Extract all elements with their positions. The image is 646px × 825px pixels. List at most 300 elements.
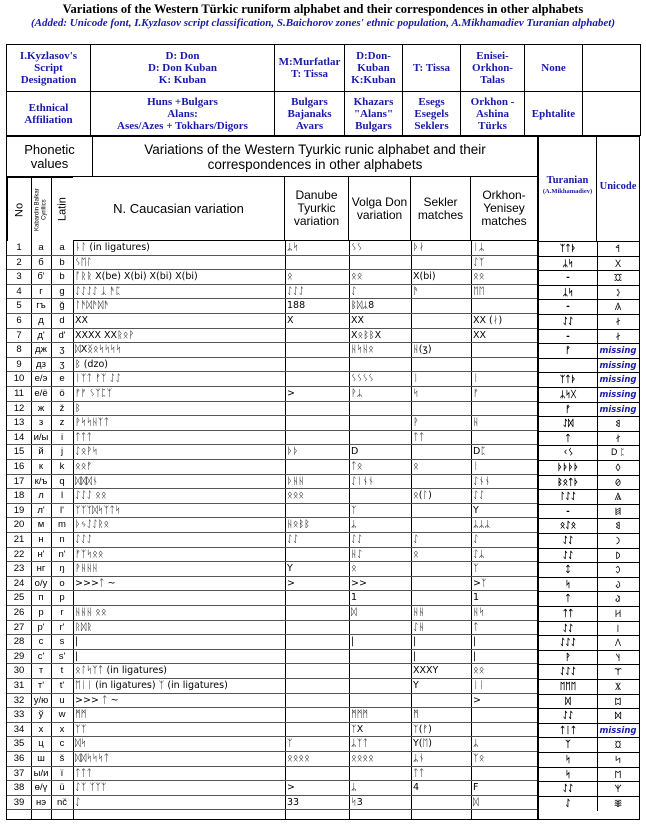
cell-unicode: 𐲗	[614, 477, 622, 488]
cell-cyr: и/ы	[33, 431, 49, 443]
designation-none: None	[525, 45, 583, 92]
cell-vo: ᛋ3	[351, 796, 363, 808]
cell-unicode: 𐲚	[615, 550, 621, 561]
cell-da	[287, 767, 347, 781]
cell-se: |	[413, 636, 417, 648]
ethnic-esegs: Esegs Esegels Seklers	[403, 92, 461, 136]
cell-nc: ᛇᛇᛇᛇ ᛣ ᚫᛈ	[75, 285, 121, 297]
cell-cyr: п	[38, 592, 44, 604]
table-row	[7, 548, 537, 563]
cell-unicode: 𐲯	[614, 506, 622, 517]
cell-cyr: б'	[37, 271, 45, 283]
cell-da	[287, 723, 347, 737]
cell-da	[287, 343, 347, 357]
cell-nc: XX	[75, 315, 89, 326]
col-no-header: No	[7, 177, 31, 241]
cell-unicode: 𐲋	[615, 287, 621, 298]
cell-no: 13	[13, 417, 25, 429]
cell-turanian: ᛇᛇᛇ	[539, 636, 598, 650]
cell-lat: ğ	[59, 300, 65, 312]
cell-da: X	[287, 315, 294, 326]
cell-unicode: missing	[599, 390, 637, 400]
cell-unicode: missing	[599, 346, 637, 357]
cell-nc: ᛒ (dzo)	[75, 358, 108, 370]
designation-tissa: T: Tissa	[403, 45, 461, 92]
side-row	[539, 329, 639, 344]
cell-lat: š	[59, 753, 65, 764]
cell-lat: e	[59, 373, 65, 385]
cell-da	[287, 372, 347, 386]
cell-no: 37	[13, 767, 25, 779]
cell-vo: XᛟᛒᛒX	[351, 329, 382, 341]
cell-nc: ᛇᛇᛇ ᛟᛟ	[75, 490, 107, 502]
cell-or: |	[473, 636, 477, 648]
cell-turanian: ᛏᛏ	[539, 607, 598, 621]
cell-da	[287, 635, 347, 649]
cell-turanian: -	[539, 505, 598, 519]
cell-cyr: л	[38, 490, 44, 502]
cell-lat: m	[58, 519, 66, 531]
cell-vo: ᛉX	[351, 723, 364, 735]
cell-no: 32	[13, 694, 25, 706]
cell-vo	[351, 767, 409, 781]
cell-da: >	[287, 782, 295, 794]
cell-vo	[351, 256, 409, 270]
cell-lat: g	[59, 285, 65, 297]
table-row	[7, 314, 537, 329]
cell-turanian: ᛣᛋ	[539, 286, 598, 300]
cell-da	[287, 708, 347, 722]
table-row	[7, 650, 537, 665]
cell-se	[413, 694, 469, 708]
col-volga-header: Volga Don variation	[349, 177, 411, 241]
cell-no: 17	[13, 475, 25, 487]
cell-se: ᛟ	[413, 548, 419, 560]
cell-vo: |	[351, 636, 355, 648]
table-row	[7, 504, 537, 519]
cell-turanian: ᚲᛊ	[539, 446, 598, 460]
cell-or: >ᛉ	[473, 577, 487, 589]
cell-lat: ʒ	[59, 344, 65, 356]
cell-da: >	[287, 388, 295, 399]
cell-or: ᛟᛟ	[473, 665, 485, 677]
table-row	[7, 694, 537, 709]
designation-murfatlar: M:Murfatlar T: Tissa	[275, 45, 345, 92]
cell-lat: l	[60, 490, 64, 502]
cell-cyr: е/э	[34, 373, 48, 385]
cell-turanian: ᛟᛇᛟ	[539, 519, 598, 533]
table-row	[7, 621, 537, 636]
phonetic-values-header: Phonetic values	[7, 137, 93, 177]
cell-turanian: ᛉᛏᚦ	[539, 242, 598, 256]
table-row	[7, 533, 537, 548]
cell-vo: ᛊᛊ	[351, 242, 363, 253]
cell-se	[413, 358, 469, 372]
table-row	[7, 796, 537, 811]
table-row	[7, 372, 537, 387]
cell-unicode: 𐲐	[615, 433, 621, 444]
cell-lat: b	[59, 271, 65, 283]
cell-da	[287, 329, 347, 343]
col-nc-header: N. Caucasian variation	[73, 177, 285, 241]
cell-no: 27	[13, 621, 25, 633]
cell-no: 9	[16, 358, 22, 370]
cell-nc: ᛁᛉᛏ ᚠᛉ ᛇᛇ	[75, 373, 121, 385]
side-row	[539, 299, 639, 314]
cell-unicode: 𐲖	[614, 492, 622, 503]
cell-or: XX	[473, 329, 487, 341]
cell-vo: >>	[351, 577, 367, 589]
designation-don-kuban: D:Don-Kuban K:Kuban	[345, 45, 403, 92]
table-row	[7, 460, 537, 475]
cell-nc: >>>ᛏ ~	[75, 577, 116, 589]
cell-vo: 1	[351, 592, 358, 604]
cell-da: Y	[287, 563, 293, 575]
cell-vo	[351, 489, 409, 503]
cell-or: ᛁᛁ	[473, 680, 485, 691]
cell-se: ᚦᛅ	[413, 242, 425, 253]
cell-cyr: ш	[37, 753, 45, 764]
cell-se: X(bi)	[413, 271, 436, 283]
cell-unicode: missing	[599, 360, 637, 371]
cell-vo	[351, 402, 409, 416]
cell-or: ᛞ	[473, 796, 479, 808]
table-row	[7, 591, 537, 606]
cell-da	[287, 460, 347, 474]
cell-unicode: 𐲢	[614, 609, 622, 619]
table-row	[7, 416, 537, 431]
cell-no: 29	[13, 650, 25, 662]
cell-unicode: 𐲥	[616, 623, 620, 634]
cell-unicode: 𐲇	[615, 331, 621, 342]
cell-or	[473, 723, 535, 737]
cell-lat: d'	[58, 329, 66, 341]
cell-se: ᚺ(ʒ)	[413, 344, 432, 356]
cell-unicode: 𐲃	[613, 273, 623, 284]
cell-no: 31	[13, 680, 25, 691]
cell-cyr: р	[38, 607, 44, 618]
cell-or	[473, 299, 535, 313]
cell-lat: x	[59, 723, 65, 735]
ethnic-empty	[583, 92, 641, 136]
cell-or: |	[473, 650, 477, 662]
side-row	[539, 504, 639, 519]
side-row	[539, 621, 639, 636]
cell-se: ᛗ	[413, 709, 419, 721]
cell-no: 8	[16, 344, 22, 356]
cell-da: ᛟᛟᛟ	[287, 490, 305, 502]
cell-unicode: 𐲀	[615, 244, 621, 254]
cell-se: ᚫ	[413, 285, 419, 297]
cell-lat: t'	[59, 680, 65, 691]
cell-da: ᚦᚦ	[287, 446, 299, 458]
page-subtitle: (Added: Unicode font, I.Kyzlasov script classification, S.Baichorov zones' ethnic population, A.Mikhamadiev Turanian alphabet)	[30, 17, 616, 29]
side-row	[539, 767, 639, 782]
cell-turanian: ᛇᛇ	[539, 315, 598, 329]
cell-cyr: т	[38, 665, 44, 677]
cell-or: ᛦ	[473, 738, 479, 750]
cell-se	[413, 256, 469, 270]
side-row	[539, 562, 639, 577]
ethnic-ephtalite: Ephtalite	[525, 92, 583, 136]
cell-unicode: 𐲬	[614, 740, 622, 751]
cell-da	[287, 664, 347, 678]
cell-no: 18	[13, 490, 25, 502]
cell-no: 20	[13, 519, 25, 531]
designation-don: D: Don D: Don Kuban K: Kuban	[91, 45, 275, 92]
cell-se	[413, 299, 469, 313]
cell-or: ᛇᚾᚾ	[473, 475, 491, 487]
cell-vo: ᛦᛉᛏ	[351, 738, 369, 750]
cell-lat: d	[59, 315, 65, 326]
cell-cyr: м	[37, 519, 45, 531]
cell-cyr: г	[39, 285, 43, 297]
cell-or	[473, 402, 535, 416]
table-row	[7, 664, 537, 679]
cell-no: 34	[13, 723, 25, 735]
cell-nc: ᛉᛉᛉᛞᛋᛉᛏᛋ	[75, 504, 121, 516]
cell-vo	[351, 416, 409, 430]
cell-or: Y	[473, 504, 479, 516]
cell-turanian: ᛇᛞ	[539, 417, 598, 431]
cell-lat: z	[59, 417, 65, 429]
cell-se	[413, 314, 469, 328]
cell-cyr: к/ъ	[34, 475, 48, 487]
cell-cyr: л'	[37, 504, 45, 516]
cell-se: ᛁ	[413, 373, 419, 385]
side-row	[539, 475, 639, 490]
cell-unicode: 𐲧	[614, 667, 622, 678]
cell-vo: ᛦ	[351, 519, 357, 531]
cell-turanian: ᛖᛖᛖ	[539, 680, 598, 694]
cell-vo: ᛔᛞᛦ8	[351, 300, 375, 312]
cell-nc: ᚠᛉᛋᛟᛟ	[75, 548, 104, 560]
cell-or: ᛇᛦ	[473, 548, 485, 560]
cell-vo: ᛇᛁᚾᚾ	[351, 475, 374, 487]
table-row	[7, 402, 537, 417]
cell-unicode: 𐲘	[615, 419, 621, 430]
table-row	[7, 489, 537, 504]
side-row	[539, 679, 639, 694]
cell-se	[413, 591, 469, 605]
cell-vo: ᛟ	[351, 563, 357, 575]
cell-vo: D	[351, 446, 359, 458]
cell-no: 6	[16, 315, 22, 326]
cell-lat: r	[60, 607, 64, 618]
cell-turanian: ᛉᛏᚦ	[539, 373, 598, 387]
table-row	[7, 781, 537, 796]
cell-turanian: ᛇᛇ	[539, 782, 598, 796]
cell-vo	[351, 431, 409, 445]
cell-or: ᛏ	[473, 621, 479, 633]
cell-no: 3	[16, 271, 22, 283]
cell-cyr: н'	[37, 548, 45, 560]
col-orkhon-header: Orkhon-Yenisey matches	[471, 177, 537, 241]
cell-no: 5	[16, 300, 22, 312]
cell-vo: ᚺᛇ	[351, 548, 363, 560]
cell-se	[413, 518, 469, 532]
cell-no: 4	[16, 285, 22, 297]
side-row	[539, 285, 639, 300]
turanian-label: Turanian	[546, 175, 589, 186]
big-header: Variations of the Western Tyurkic runic alphabet and their correspondences in other alphabets	[93, 137, 537, 177]
cell-cyr: д	[38, 315, 44, 326]
cell-no: 36	[13, 753, 25, 764]
designation-empty	[583, 45, 641, 92]
cell-nc: ᚿᛚ (in ligatures)	[75, 242, 150, 253]
cell-lat: u	[59, 694, 65, 706]
cell-da	[287, 416, 347, 430]
cell-turanian: ᛉ	[539, 738, 598, 752]
cell-or: ᛇᛉ	[473, 256, 485, 268]
runic-table	[6, 136, 538, 820]
side-row	[539, 591, 639, 606]
cell-unicode: 𐲨	[615, 682, 621, 692]
side-row	[539, 343, 639, 358]
cell-vo: ᛗᛗᛗ	[351, 709, 369, 721]
cell-vo: ᛏᛟ	[351, 461, 363, 472]
cell-cyr: н	[38, 534, 44, 545]
col-latin-header: Latin	[51, 177, 73, 241]
side-row	[539, 548, 639, 563]
cell-nc: ᛖᛁᛁ (in ligatures) ᛉ (in ligatures)	[75, 680, 228, 691]
cell-nc: ᚹᚺᚺᚺ	[75, 563, 98, 575]
cell-cyr: нэ	[35, 796, 47, 808]
cell-or: ᚺ	[473, 417, 479, 429]
table-row	[7, 270, 537, 285]
cell-se: ᚺᚺ	[413, 607, 425, 618]
cell-or	[473, 358, 535, 372]
cell-cyr: х	[38, 723, 44, 735]
cell-turanian: ᛋ	[539, 768, 598, 782]
cell-turanian: ᚠ	[539, 403, 598, 417]
cell-turanian: ᛇᛇ	[539, 534, 598, 548]
ethnic-bulgars: Bulgars Bajanaks Avars	[275, 92, 345, 136]
cell-vo: ᛟᛟᛟᛟ	[351, 753, 374, 764]
cell-nc: ᛟᛚᛋᛉᛏ (in ligatures)	[75, 665, 167, 677]
cell-cyr: з	[38, 417, 44, 429]
cell-unicode: 𐲮	[614, 769, 622, 780]
cell-no: 35	[13, 738, 25, 750]
cell-unicode: 𐲓	[615, 463, 621, 473]
cell-no: 11	[14, 388, 24, 399]
cell-turanian: ᛇᛇ	[539, 709, 598, 723]
side-row	[539, 270, 639, 285]
table-row	[7, 723, 537, 738]
cell-da	[287, 621, 347, 635]
cell-turanian: -	[539, 330, 598, 344]
cell-nc: ᛗᛗ	[75, 709, 87, 721]
cell-or	[473, 767, 535, 781]
cell-cyr: с	[38, 636, 44, 648]
cell-vo: ᛞ	[351, 607, 357, 618]
col-danube-header: Danube Tyurkic variation	[285, 177, 349, 241]
cell-nc: ᛏᛏᛏ	[75, 431, 93, 443]
side-row	[539, 241, 639, 256]
cell-se: ᛦᚾ	[413, 753, 425, 764]
cell-unicode: 𐲛	[615, 565, 621, 576]
side-row	[539, 737, 639, 752]
designation-enisei: Enisei-Orkhon-Talas	[461, 45, 525, 92]
side-table	[538, 136, 640, 820]
cell-da	[287, 431, 347, 445]
cell-cyr: р'	[37, 621, 45, 633]
cell-no: 22	[13, 548, 25, 560]
cell-nc: ᚪᚱᚱ X(be) X(bi) X(bi) X(bi)	[75, 271, 198, 283]
side-row	[539, 723, 639, 738]
cell-cyr: б	[38, 256, 44, 268]
cell-unicode: 𐲍	[614, 302, 622, 313]
cell-nc: ᛞXᛝᛟᛋᛋᛋᛋ	[75, 344, 122, 356]
table-row	[7, 445, 537, 460]
cell-turanian: ᚠ	[539, 344, 598, 358]
cell-nc: ᛇᛇᛇ	[75, 534, 93, 545]
cell-no: 21	[13, 534, 25, 545]
cell-nc: ᛇᛟᚹᛋ	[75, 446, 98, 458]
cell-se	[413, 796, 469, 810]
cell-se: ᛟ(ᛚ)	[413, 490, 432, 502]
cell-da	[287, 679, 347, 693]
cell-cyr: гъ	[36, 300, 46, 312]
table-row	[7, 562, 537, 577]
side-row	[539, 518, 639, 533]
cell-vo: ᛇ	[351, 285, 357, 297]
cell-se: ᛏᛏ	[413, 431, 425, 443]
cell-cyr: д'	[37, 329, 45, 341]
cell-lat: p	[59, 592, 65, 604]
cell-or: ᛉ	[473, 563, 479, 575]
cell-unicode: D ᛈ	[610, 448, 626, 459]
cell-or	[473, 708, 535, 722]
cell-nc: ᛟᛟᚠ	[75, 461, 93, 472]
cell-turanian: -	[539, 300, 598, 314]
cell-turanian: ᛇ	[539, 797, 598, 811]
cell-lat: b	[59, 256, 65, 268]
side-row	[539, 606, 639, 621]
unicode-header: Unicode	[599, 181, 637, 192]
cell-unicode: 𐲭	[614, 755, 622, 765]
cell-se: ᛇᚺ	[413, 621, 425, 633]
cell-or: Dᛈ	[473, 446, 487, 458]
cell-unicode: 𐲪	[614, 696, 622, 707]
cell-se: |	[413, 650, 417, 662]
cell-nc: ᚹᛋᛋᚺᛉᛏ	[75, 417, 110, 429]
cell-unicode: 𐲦	[615, 652, 621, 663]
cell-turanian: ᛚᛇᛇ	[539, 490, 598, 504]
cell-lat: q	[59, 475, 65, 487]
cell-unicode: 𐲘	[615, 521, 621, 532]
cell-lat: s'	[58, 650, 66, 662]
cell-se: ᛇ	[413, 534, 419, 545]
table-row	[7, 577, 537, 592]
cell-lat: l'	[60, 504, 64, 516]
cell-lat: ŋ	[59, 563, 65, 575]
cell-or: XX (ᛅ)	[473, 315, 503, 326]
table-row	[7, 752, 537, 767]
side-row	[539, 533, 639, 548]
designation-header: I.Kyzlasov's Script Designation	[7, 45, 91, 92]
cell-vo	[351, 694, 409, 708]
cell-unicode: 𐲜	[615, 579, 621, 590]
cell-lat: w	[58, 709, 66, 721]
cell-unicode: 𐲤	[614, 638, 622, 649]
cell-se: ᛟ	[413, 461, 419, 472]
cell-lat: r'	[59, 621, 65, 633]
cell-cyr: ж	[37, 402, 45, 414]
cell-unicode: 𐲱	[614, 798, 622, 809]
cell-da	[287, 591, 347, 605]
cell-se	[413, 402, 469, 416]
